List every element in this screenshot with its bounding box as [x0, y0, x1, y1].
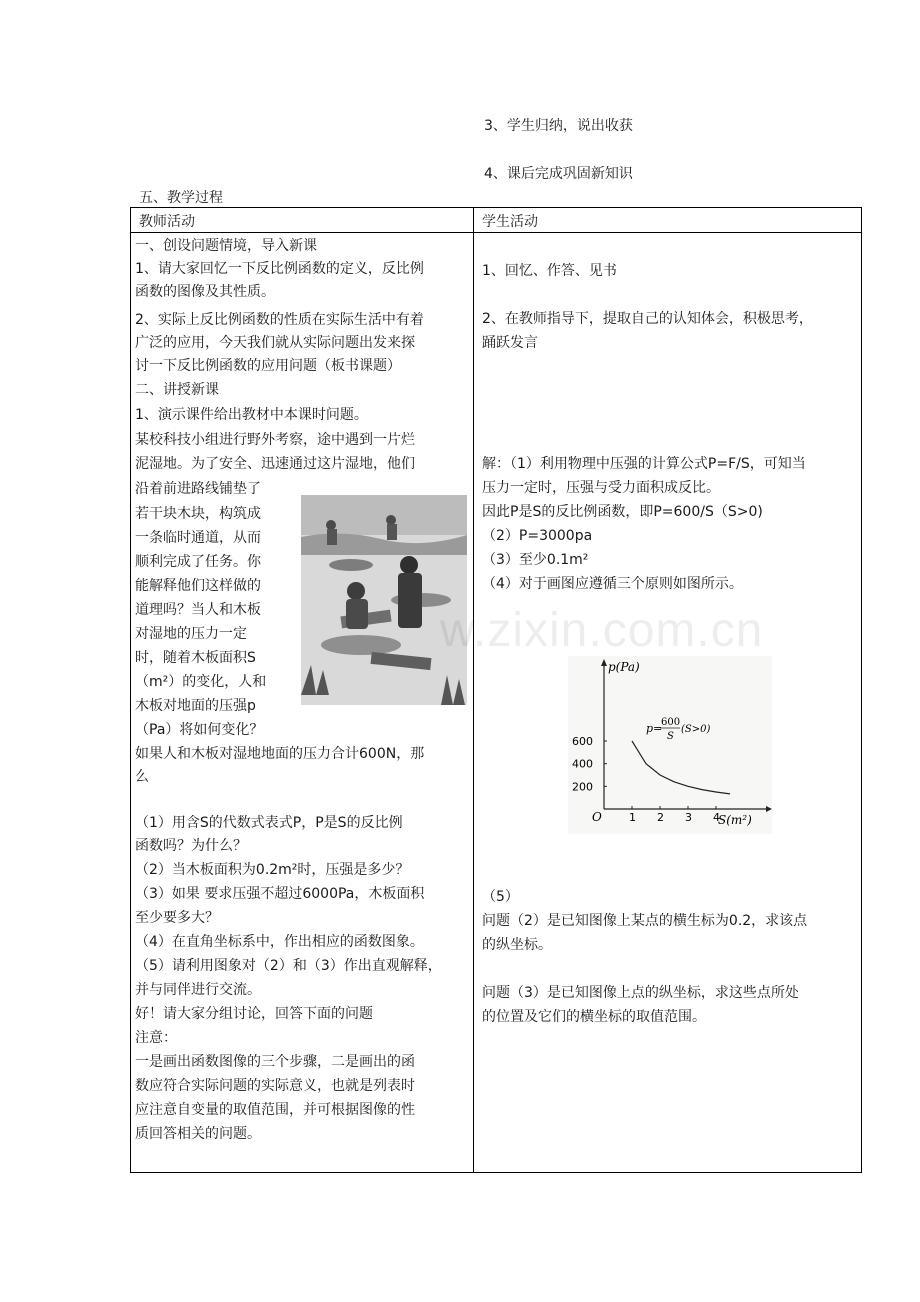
x-tick-label: 1	[629, 811, 636, 824]
answer-line: （3）至少0.1m²	[482, 552, 589, 568]
teaching-process-table	[130, 207, 862, 1173]
x-tick-label: 2	[657, 811, 664, 824]
x-axis-label: S(m²)	[718, 813, 752, 827]
teacher-line: 时，随着木板面积S	[135, 650, 256, 666]
header-teacher: 教师活动	[139, 214, 195, 230]
teacher-line: 一条临时通道，从而	[135, 530, 261, 546]
note-line: 应注意自变量的取值范围，并可根据图像的性	[135, 1102, 415, 1118]
formula-numerator: 600	[661, 717, 681, 728]
teacher-line: 某校科技小组进行野外考察，途中遇到一片烂	[135, 432, 415, 448]
teacher-line: 对湿地的压力一定	[135, 626, 247, 642]
note-line: 一是画出函数图像的三个步骤，二是画出的函	[135, 1054, 415, 1070]
section-heading: 五、教学过程	[139, 190, 223, 206]
teacher-line: 注意：	[135, 1030, 177, 1046]
teacher-line: 1、请大家回忆一下反比例函数的定义，反比例	[135, 261, 424, 277]
teacher-line: 泥湿地。为了安全、迅速通过这片湿地，他们	[135, 456, 415, 472]
y-tick-label: 400	[572, 757, 593, 771]
question-3: 至少要多大？	[135, 910, 219, 926]
answer-line: （2）P=3000pa	[482, 528, 593, 544]
wetland-illustration	[301, 495, 467, 705]
question-1: 函数吗？为什么？	[135, 838, 247, 854]
teacher-line: 二、讲授新课	[135, 382, 219, 398]
note-line: 数应符合实际问题的实际意义，也就是列表时	[135, 1078, 415, 1094]
teacher-line: 广泛的应用，今天我们就从实际问题出发来探	[135, 335, 415, 351]
teacher-line: （Pa）将如何变化？	[135, 722, 264, 738]
y-tick-label: 600	[572, 735, 593, 749]
teacher-line: 能解释他们这样做的	[135, 578, 261, 594]
answer-line: 压力一定时，压强与受力面积成反比。	[482, 480, 720, 496]
question-5: 并与同伴进行交流。	[135, 982, 261, 998]
answer-line: 问题（2）是已知图像上某点的横生标为0.2，求该点	[482, 913, 808, 929]
y-tick-label: 200	[572, 780, 593, 794]
teacher-line: 讨一下反比例函数的应用问题（板书课题）	[135, 358, 401, 374]
note-line: 质回答相关的问题。	[135, 1126, 261, 1142]
watermark: w.zixin.com.cn	[440, 604, 764, 657]
question-5: （5）请利用图象对（2）和（3）作出直观解释，	[135, 958, 442, 974]
formula-condition: (S>0)	[681, 724, 711, 735]
teacher-line: 2、实际上反比例函数的性质在实际生活中有着	[135, 312, 424, 328]
student-line: 1、回忆、作答、见书	[482, 263, 617, 279]
question-1: （1）用含S的代数式表式P，P是S的反比例	[135, 815, 403, 831]
header-divider	[131, 232, 861, 233]
formula-denominator: S	[667, 731, 674, 742]
question-3: （3）如果 要求压强不超过6000Pa，木板面积	[135, 886, 425, 902]
inverse-function-graph	[568, 656, 772, 834]
teacher-line: 沿着前进路线铺垫了	[135, 481, 261, 497]
answer-line: 问题（3）是已知图像上点的纵坐标，求这些点所处	[482, 985, 799, 1001]
answer-line: 的位置及它们的横坐标的取值范围。	[482, 1009, 706, 1025]
student-line: 2、在教师指导下，提取自己的认知体会，积极思考，	[482, 311, 813, 327]
teacher-line: 若干块木块，构筑成	[135, 506, 261, 522]
x-tick-label: 4	[713, 811, 720, 824]
summary-item-3: 3、学生归纳，说出收获	[484, 118, 633, 134]
y-axis-label: p(Pa)	[608, 660, 640, 674]
summary-item-4: 4、课后完成巩固新知识	[484, 166, 633, 182]
formula-p: p=	[646, 722, 663, 735]
student-line: 踊跃发言	[482, 335, 538, 351]
teacher-line: 好！请大家分组讨论，回答下面的问题	[135, 1006, 373, 1022]
answer-line: 解：（1）利用物理中压强的计算公式P=F/S，可知当	[482, 456, 806, 472]
question-2: （2）当木板面积为0.2m²时，压强是多少？	[135, 862, 410, 878]
origin-label: O	[592, 810, 602, 824]
answer-line: （5）	[482, 889, 519, 905]
answer-line: 的纵坐标。	[482, 937, 552, 953]
column-divider	[473, 208, 474, 1172]
teacher-line: 如果人和木板对湿地地面的压力合计600N，那	[135, 746, 425, 762]
teacher-line: 么	[135, 769, 149, 785]
teacher-line: 顺利完成了任务。你	[135, 554, 261, 570]
x-tick-label: 3	[685, 811, 692, 824]
header-student: 学生活动	[482, 214, 538, 230]
teacher-line: （m²）的变化，人和	[135, 674, 267, 690]
teacher-line: 一、创设问题情境，导入新课	[135, 238, 317, 254]
teacher-line: 1、演示课件给出教材中本课时问题。	[135, 407, 368, 423]
answer-line: （4）对于画图应遵循三个原则如图所示。	[482, 576, 743, 592]
answer-line: 因此P是S的反比例函数，即P=600/S（S>0)	[482, 504, 763, 520]
question-4: （4）在直角坐标系中，作出相应的函数图象。	[135, 934, 424, 950]
teacher-line: 道理吗？当人和木板	[135, 602, 261, 618]
teacher-line: 函数的图像及其性质。	[135, 284, 275, 300]
teacher-line: 木板对地面的压强p	[135, 698, 256, 714]
